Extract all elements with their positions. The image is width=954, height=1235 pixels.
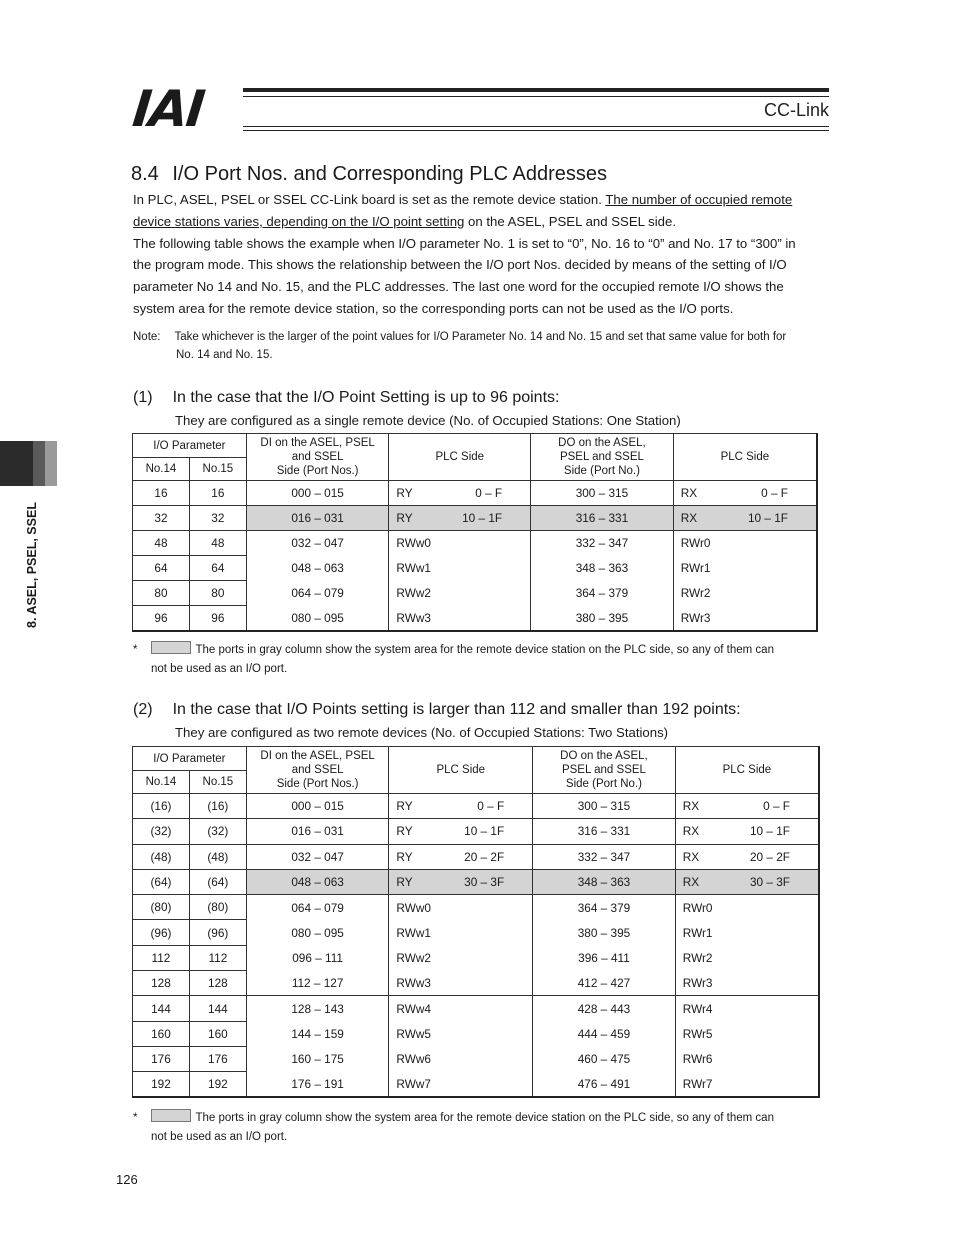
gray-swatch [151, 641, 191, 654]
cell-plc-side-2 [675, 971, 819, 996]
cell-di-ports: 016 – 031 [246, 506, 389, 531]
cell-plc-side-2 [675, 945, 819, 970]
header-no15: No.15 [189, 771, 246, 794]
cell-plc-side-2 [673, 556, 817, 581]
cell-plc-side-2 [673, 581, 817, 606]
cell-plc-side-2 [675, 1046, 819, 1071]
table-row [133, 506, 818, 531]
cell-do-ports: 380 – 395 [533, 920, 676, 945]
cell-no15: 96 [189, 606, 246, 631]
cell-do-ports: 348 – 363 [533, 869, 676, 894]
cell-no14: (32) [133, 819, 190, 844]
table-row [133, 844, 820, 869]
plc-device: RWw2 [396, 586, 431, 600]
side-tab-label: 8. ASEL, PSEL, SSEL [25, 502, 39, 628]
cell-do-ports: 476 – 491 [533, 1072, 676, 1097]
cell-do-ports: 444 – 459 [533, 1021, 676, 1046]
intro-underlined-1: The number of occupied remote [605, 192, 793, 207]
cell-plc-side-2 [673, 481, 817, 506]
cell-no14: 128 [133, 971, 190, 996]
cell-di-ports: 080 – 095 [246, 606, 389, 631]
plc-device: RY [396, 849, 413, 864]
cell-no15: 144 [189, 996, 246, 1021]
table-row [133, 1072, 820, 1097]
plc2-device: RX [680, 511, 698, 525]
cell-do-ports: 300 – 315 [533, 794, 676, 819]
cell-do-ports: 412 – 427 [533, 971, 676, 996]
cell-no15: (80) [189, 895, 246, 920]
case1-table-body [133, 481, 818, 631]
cell-no14: 80 [133, 581, 190, 606]
table-row [133, 581, 818, 606]
cell-plc-side-2 [675, 794, 819, 819]
plc-device: RWw2 [396, 950, 431, 965]
plc-device: RWw5 [396, 1026, 431, 1041]
footnote-star: * [133, 644, 138, 656]
cell-plc-side-2 [675, 920, 819, 945]
header-io-parameter: I/O Parameter [133, 747, 247, 771]
cell-no15: 32 [189, 506, 246, 531]
cell-no15: 128 [189, 971, 246, 996]
plc2-device: RWr3 [682, 975, 713, 990]
plc2-range: 10 – 1F [747, 511, 788, 525]
cell-no15: (32) [189, 819, 246, 844]
cell-plc-side [389, 895, 533, 920]
cell-do-ports: 364 – 379 [533, 895, 676, 920]
plc-device: RY [396, 824, 413, 839]
table-row [133, 920, 820, 945]
cell-do-ports: 364 – 379 [531, 581, 674, 606]
cell-plc-side [389, 945, 533, 970]
plc-range: 0 – F [477, 799, 505, 814]
header-brand: CC-Link [763, 100, 829, 120]
cell-plc-side [389, 506, 531, 531]
intro-paragraph [133, 189, 843, 320]
plc2-device: RWr6 [682, 1052, 713, 1067]
note-line2: No. 14 and No. 15. [176, 349, 273, 361]
cell-no14: 192 [133, 1072, 190, 1097]
cell-do-ports: 348 – 363 [531, 556, 674, 581]
plc-device: RY [396, 875, 413, 890]
note [133, 328, 843, 364]
cell-plc-side [389, 1072, 533, 1097]
cell-do-ports: 380 – 395 [531, 606, 674, 631]
cell-plc-side-2 [675, 996, 819, 1021]
cell-di-ports: 064 – 079 [246, 895, 389, 920]
plc-device: RWw3 [396, 975, 431, 990]
table-row [133, 819, 820, 844]
plc-device: RWw0 [396, 900, 431, 915]
cell-no14: 16 [133, 481, 190, 506]
case1-label: (1) [133, 389, 153, 406]
cell-do-ports: 428 – 443 [533, 996, 676, 1021]
plc2-device: RX [680, 486, 698, 500]
case1-table [132, 433, 818, 632]
plc2-device: RX [682, 799, 700, 814]
cell-do-ports: 396 – 411 [533, 945, 676, 970]
plc2-device: RWr2 [682, 950, 713, 965]
plc2-device: RX [682, 875, 700, 890]
para2-line3: parameter No 14 and No. 15, and the PLC addresses. The last one word for the occupied remote I/O shows the [133, 279, 784, 295]
plc-device: RWw0 [396, 536, 431, 551]
header-plc-side-2: PLC Side [675, 747, 819, 794]
intro-text: In PLC, ASEL, PSEL or SSEL CC-Link board is set as the remote device station. [133, 192, 606, 207]
plc-device: RWw1 [396, 561, 431, 575]
cell-plc-side-2 [675, 1072, 819, 1097]
table-row [133, 869, 820, 894]
table-row [133, 556, 818, 581]
para2-line2: the program mode. This shows the relationship between the I/O port Nos. decided by means of the setting of I/O [133, 257, 787, 273]
table-row [133, 531, 818, 556]
side-tab-block-mid [33, 441, 45, 486]
cell-plc-side [389, 531, 531, 556]
case2-label: (2) [133, 701, 153, 718]
case2-footnote [133, 1109, 833, 1147]
case2-table-body [133, 794, 820, 1098]
plc2-range: 0 – F [761, 486, 788, 500]
iai-logo: IAI [129, 80, 206, 138]
cell-di-ports: 128 – 143 [246, 996, 389, 1021]
table-row [133, 606, 818, 631]
table-row [133, 1021, 820, 1046]
table-row [133, 794, 820, 819]
cell-plc-side [389, 1021, 533, 1046]
cell-di-ports: 144 – 159 [246, 1021, 389, 1046]
footnote-line2: not be used as an I/O port. [151, 663, 288, 675]
cell-no15: (64) [189, 869, 246, 894]
cell-no15: (16) [189, 794, 246, 819]
section-title [131, 163, 607, 186]
plc-device: RY [396, 799, 413, 814]
cell-no14: (64) [133, 869, 190, 894]
cell-plc-side [389, 971, 533, 996]
table-row [133, 971, 820, 996]
cell-plc-side [389, 1046, 533, 1071]
plc2-device: RWr5 [682, 1026, 713, 1041]
header-di: DI on the ASEL, PSEL and SSEL Side (Port Nos.) [246, 434, 389, 481]
cell-no14: (96) [133, 920, 190, 945]
cell-di-ports: 000 – 015 [246, 794, 389, 819]
plc2-range: 10 – 1F [749, 824, 790, 839]
header-plc-side-2: PLC Side [673, 434, 817, 481]
cell-di-ports: 176 – 191 [246, 1072, 389, 1097]
cell-no15: 160 [189, 1021, 246, 1046]
case2-table [132, 746, 820, 1098]
cell-no14: 160 [133, 1021, 190, 1046]
section-number: 8.4 [131, 163, 159, 185]
cell-no15: (96) [189, 920, 246, 945]
case1-heading [133, 389, 559, 407]
cell-plc-side [389, 819, 533, 844]
cell-no14: (16) [133, 794, 190, 819]
cell-no14: 144 [133, 996, 190, 1021]
cell-plc-side [389, 481, 531, 506]
section-title-text: I/O Port Nos. and Corresponding PLC Addresses [172, 163, 608, 185]
table-row [133, 1046, 820, 1071]
plc2-device: RWr2 [680, 586, 711, 600]
cell-di-ports: 032 – 047 [246, 844, 389, 869]
header-io-parameter: I/O Parameter [133, 434, 247, 458]
cell-no15: 112 [189, 945, 246, 970]
cell-no14: (80) [133, 895, 190, 920]
cell-no15: 80 [189, 581, 246, 606]
plc2-range: 20 – 2F [749, 849, 790, 864]
header-no15: No.15 [189, 458, 246, 481]
cell-do-ports: 316 – 331 [531, 506, 674, 531]
table-row [133, 996, 820, 1021]
cell-do-ports: 460 – 475 [533, 1046, 676, 1071]
cell-di-ports: 160 – 175 [246, 1046, 389, 1071]
case2-heading [133, 701, 741, 719]
cell-do-ports: 332 – 347 [533, 844, 676, 869]
plc-range: 30 – 3F [464, 875, 505, 890]
table-row [133, 895, 820, 920]
plc2-device: RWr0 [682, 900, 713, 915]
plc-range: 0 – F [475, 486, 503, 500]
cell-plc-side [389, 996, 533, 1021]
cell-no14: 64 [133, 556, 190, 581]
case1-subtitle: They are configured as a single remote device (No. of Occupied Stations: One Station) [175, 413, 681, 428]
plc-range: 10 – 1F [462, 511, 503, 525]
header-rule [243, 96, 829, 97]
cell-plc-side [389, 794, 533, 819]
plc2-device: RWr3 [680, 610, 711, 625]
cell-plc-side [389, 844, 533, 869]
cell-no15: 176 [189, 1046, 246, 1071]
cell-no14: 112 [133, 945, 190, 970]
plc2-device: RWr0 [680, 536, 711, 551]
header-do: DO on the ASEL, PSEL and SSEL Side (Port No.) [533, 747, 676, 794]
header-rule-thick [243, 88, 829, 92]
note-line1: Take whichever is the larger of the point values for I/O Parameter No. 14 and No. 15 and set that same value for both for [174, 331, 787, 343]
cell-di-ports: 112 – 127 [246, 971, 389, 996]
cell-di-ports: 080 – 095 [246, 920, 389, 945]
plc-range: 10 – 1F [464, 824, 505, 839]
footnote-star: * [133, 1112, 138, 1124]
plc2-device: RWr4 [682, 1001, 713, 1016]
cell-no15: 16 [189, 481, 246, 506]
cell-no15: (48) [189, 844, 246, 869]
header-plc-side: PLC Side [389, 434, 531, 481]
note-label: Note: [133, 331, 161, 343]
plc-device: RWw6 [396, 1052, 431, 1067]
cell-plc-side-2 [675, 1021, 819, 1046]
footnote-line1: The ports in gray column show the system area for the remote device station on the PLC side, so any of them can [195, 644, 774, 656]
page-number: 126 [116, 1172, 138, 1187]
cell-di-ports: 000 – 015 [246, 481, 389, 506]
cell-plc-side-2 [673, 606, 817, 631]
cell-plc-side-2 [675, 844, 819, 869]
para2-line1: The following table shows the example when I/O parameter No. 1 is set to “0”, No. 16 to “0” and No. 17 to “300” in [133, 235, 796, 251]
footnote-line1: The ports in gray column show the system area for the remote device station on the PLC side, so any of them can [195, 1112, 774, 1124]
intro-underlined-2: device stations varies, depending on the I/O point setting [133, 213, 465, 229]
plc2-range: 0 – F [763, 799, 790, 814]
header-di: DI on the ASEL, PSEL and SSEL Side (Port Nos.) [246, 747, 389, 794]
cell-di-ports: 032 – 047 [246, 531, 389, 556]
cell-do-ports: 316 – 331 [533, 819, 676, 844]
cell-plc-side-2 [675, 895, 819, 920]
cell-di-ports: 016 – 031 [246, 819, 389, 844]
cell-do-ports: 300 – 315 [531, 481, 674, 506]
plc-device: RWw4 [396, 1001, 431, 1016]
cell-no15: 64 [189, 556, 246, 581]
header-no14: No.14 [133, 458, 190, 481]
plc-device: RWw7 [396, 1076, 431, 1091]
cell-do-ports: 332 – 347 [531, 531, 674, 556]
plc2-range: 30 – 3F [749, 875, 790, 890]
cell-plc-side [389, 606, 531, 631]
cell-no14: 32 [133, 506, 190, 531]
header-no14: No.14 [133, 771, 190, 794]
case2-subtitle: They are configured as two remote devices (No. of Occupied Stations: Two Stations) [175, 725, 669, 740]
header-rule-bottom-2 [243, 130, 829, 131]
plc2-device: RX [682, 849, 700, 864]
plc2-device: RWr7 [682, 1076, 713, 1091]
cell-plc-side-2 [673, 506, 817, 531]
header-rule-bottom [243, 126, 829, 127]
footnote-line2: not be used as an I/O port. [151, 1131, 288, 1143]
header-do: DO on the ASEL, PSEL and SSEL Side (Port No.) [531, 434, 674, 481]
cell-plc-side-2 [675, 869, 819, 894]
cell-no14: 96 [133, 606, 190, 631]
plc-device: RY [396, 486, 413, 500]
side-tab-block-light [45, 441, 57, 486]
cell-plc-side-2 [675, 819, 819, 844]
cell-no14: (48) [133, 844, 190, 869]
cell-no14: 176 [133, 1046, 190, 1071]
para2-line4: system area for the remote device station, so the corresponding ports can not be used as the I/O ports. [133, 300, 734, 316]
plc2-device: RWr1 [680, 561, 711, 575]
side-tab-block [0, 441, 33, 486]
cell-plc-side [389, 869, 533, 894]
cell-di-ports: 096 – 111 [246, 945, 389, 970]
plc-device: RY [396, 511, 413, 525]
case1-footnote [133, 641, 833, 679]
cell-plc-side-2 [673, 531, 817, 556]
intro-text-end: on the ASEL, PSEL and SSEL side. [464, 213, 677, 229]
plc2-device: RWr1 [682, 925, 713, 940]
plc-device: RWw1 [396, 925, 431, 940]
case2-heading-text: In the case that I/O Points setting is larger than 112 and smaller than 192 points: [172, 701, 741, 718]
table-row [133, 945, 820, 970]
cell-plc-side [389, 556, 531, 581]
table-row [133, 481, 818, 506]
cell-di-ports: 048 – 063 [246, 556, 389, 581]
gray-swatch [151, 1109, 191, 1122]
plc2-device: RX [682, 824, 700, 839]
plc-range: 20 – 2F [464, 849, 505, 864]
cell-plc-side [389, 920, 533, 945]
cell-no14: 48 [133, 531, 190, 556]
cell-di-ports: 048 – 063 [246, 869, 389, 894]
cell-no15: 48 [189, 531, 246, 556]
cell-no15: 192 [189, 1072, 246, 1097]
case1-heading-text: In the case that the I/O Point Setting is up to 96 points: [172, 389, 560, 406]
cell-di-ports: 064 – 079 [246, 581, 389, 606]
cell-plc-side [389, 581, 531, 606]
plc-device: RWw3 [396, 610, 431, 625]
header-plc-side: PLC Side [389, 747, 533, 794]
